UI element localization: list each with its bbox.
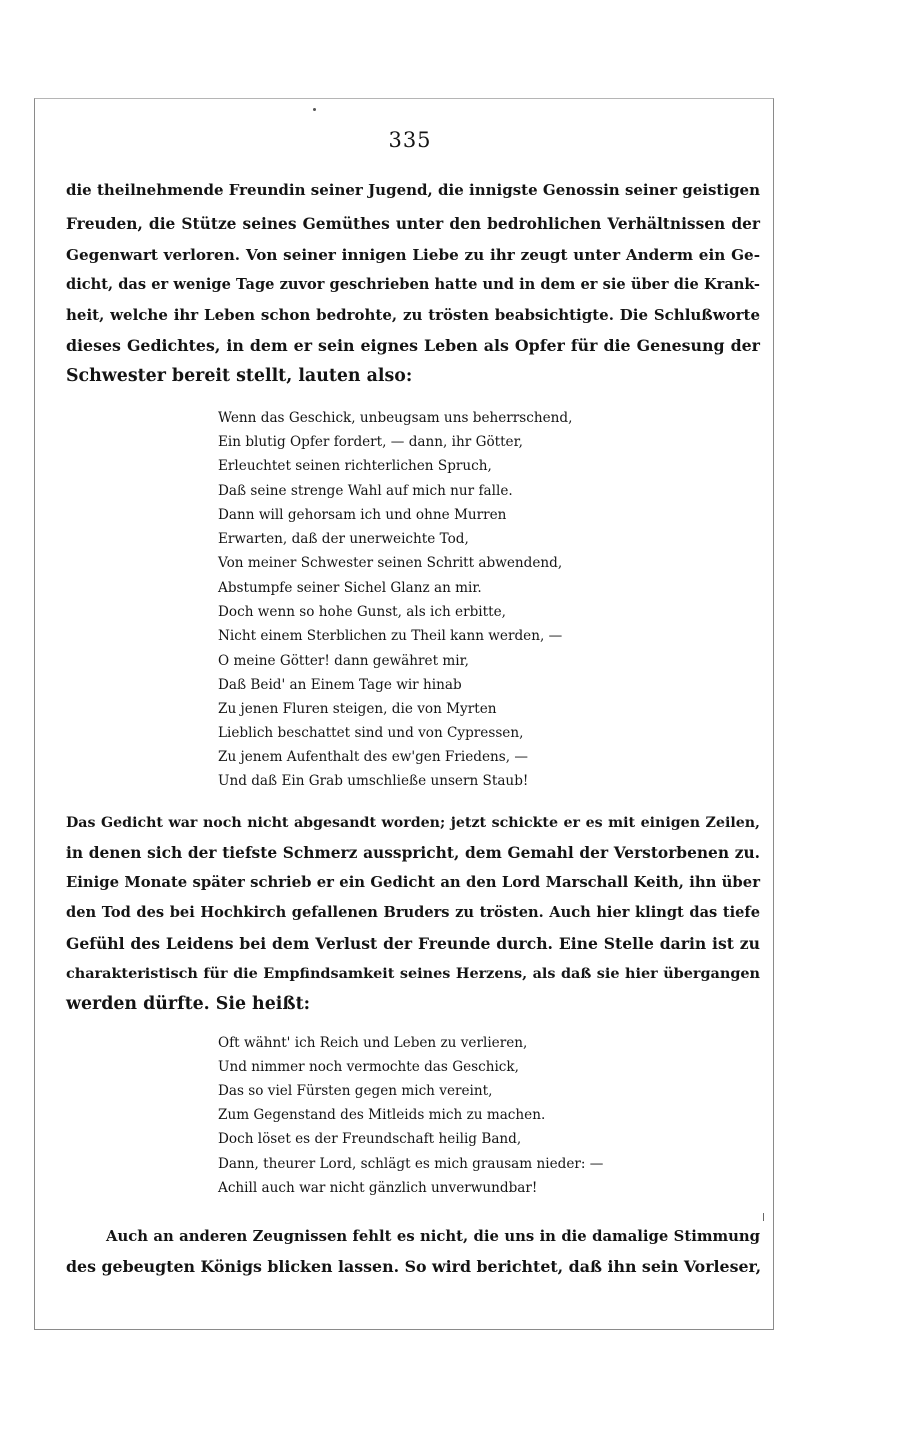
text-line: charakteristisch für die Empfindsamkeit seines Herzens, als daß sie hier übergangen [66,965,760,982]
verse-line: Achill auch war nicht gänzlich unverwundbar! [218,1180,538,1196]
page-number: 335 [388,128,432,152]
verse-line: Abstumpfe seiner Sichel Glanz an mir. [218,580,482,596]
verse-line: Zu jenen Fluren steigen, die von Myrten [218,701,497,717]
text-line: die theilnehmende Freundin seiner Jugend, die innigste Genossin seiner geistigen [66,181,760,199]
verse-line: Doch löset es der Freundschaft heilig Band, [218,1131,522,1147]
text-line: Auch an anderen Zeugnissen fehlt es nicht, die uns in die damalige Stimmung [106,1228,760,1245]
verse-line: Und nimmer noch vermochte das Geschick, [218,1059,519,1075]
text-line: werden dürfte. Sie heißt: [66,994,311,1014]
verse-line: Erwarten, daß der unerweichte Tod, [218,531,469,547]
text-line: des gebeugten Königs blicken lassen. So wird berichtet, daß ihn sein Vorleser, [66,1257,762,1276]
verse-line: Lieblich beschattet sind und von Cypressen, [218,725,524,741]
verse-line: Daß Beid' an Einem Tage wir hinab [218,677,462,693]
verse-line: Doch wenn so hohe Gunst, als ich erbitte, [218,604,506,620]
print-speck [313,108,316,111]
verse-line: Ein blutig Opfer fordert, — dann, ihr Götter, [218,434,523,450]
text-line: heit, welche ihr Leben schon bedrohte, zu trösten beabsichtigte. Die Schlußworte [66,306,760,324]
verse-line: Wenn das Geschick, unbeugsam uns beherrschend, [218,410,573,426]
verse-line: Erleuchtet seinen richterlichen Spruch, [218,458,492,474]
text-line: Das Gedicht war noch nicht abgesandt worden; jetzt schickte er es mit einigen Zeilen, [66,815,760,831]
verse-line: Und daß Ein Grab umschließe unsern Staub! [218,773,529,789]
text-line: Gefühl des Leidens bei dem Verlust der Freunde durch. Eine Stelle darin ist zu [66,934,760,953]
verse-line: Das so viel Fürsten gegen mich vereint, [218,1083,493,1099]
verse-line: Oft wähnt' ich Reich und Leben zu verlieren, [218,1035,528,1051]
text-line: dicht, das er wenige Tage zuvor geschrieben hatte und in dem er sie über die Krank- [66,276,760,293]
verse-line: Zum Gegenstand des Mitleids mich zu machen. [218,1107,546,1123]
verse-line: Zu jenem Aufenthalt des ew'gen Friedens, — [218,749,528,765]
text-line: Schwester bereit stellt, lauten also: [66,366,413,386]
text-line: Gegenwart verloren. Von seiner innigen Liebe zu ihr zeugt unter Anderm ein Ge- [66,246,760,264]
verse-line: O meine Götter! dann gewähret mir, [218,653,469,669]
verse-line: Dann, theurer Lord, schlägt es mich grausam nieder: — [218,1156,604,1172]
print-mark [763,1213,764,1221]
text-line: dieses Gedichtes, in dem er sein eignes Leben als Opfer für die Genesung der [66,336,760,355]
text-line: den Tod des bei Hochkirch gefallenen Bruders zu trösten. Auch hier klingt das tiefe [66,904,760,921]
verse-line: Von meiner Schwester seinen Schritt abwendend, [218,555,563,571]
text-line: Freuden, die Stütze seines Gemüthes unter den bedrohlichen Verhältnissen der [66,215,760,233]
text-line: in denen sich der tiefste Schmerz ausspricht, dem Gemahl der Verstorbenen zu. [66,844,760,862]
verse-line: Dann will gehorsam ich und ohne Murren [218,507,507,523]
text-line: Einige Monate später schrieb er ein Gedicht an den Lord Marschall Keith, ihn über [66,874,760,891]
verse-line: Daß seine strenge Wahl auf mich nur falle. [218,483,513,499]
verse-line: Nicht einem Sterblichen zu Theil kann werden, — [218,628,563,644]
